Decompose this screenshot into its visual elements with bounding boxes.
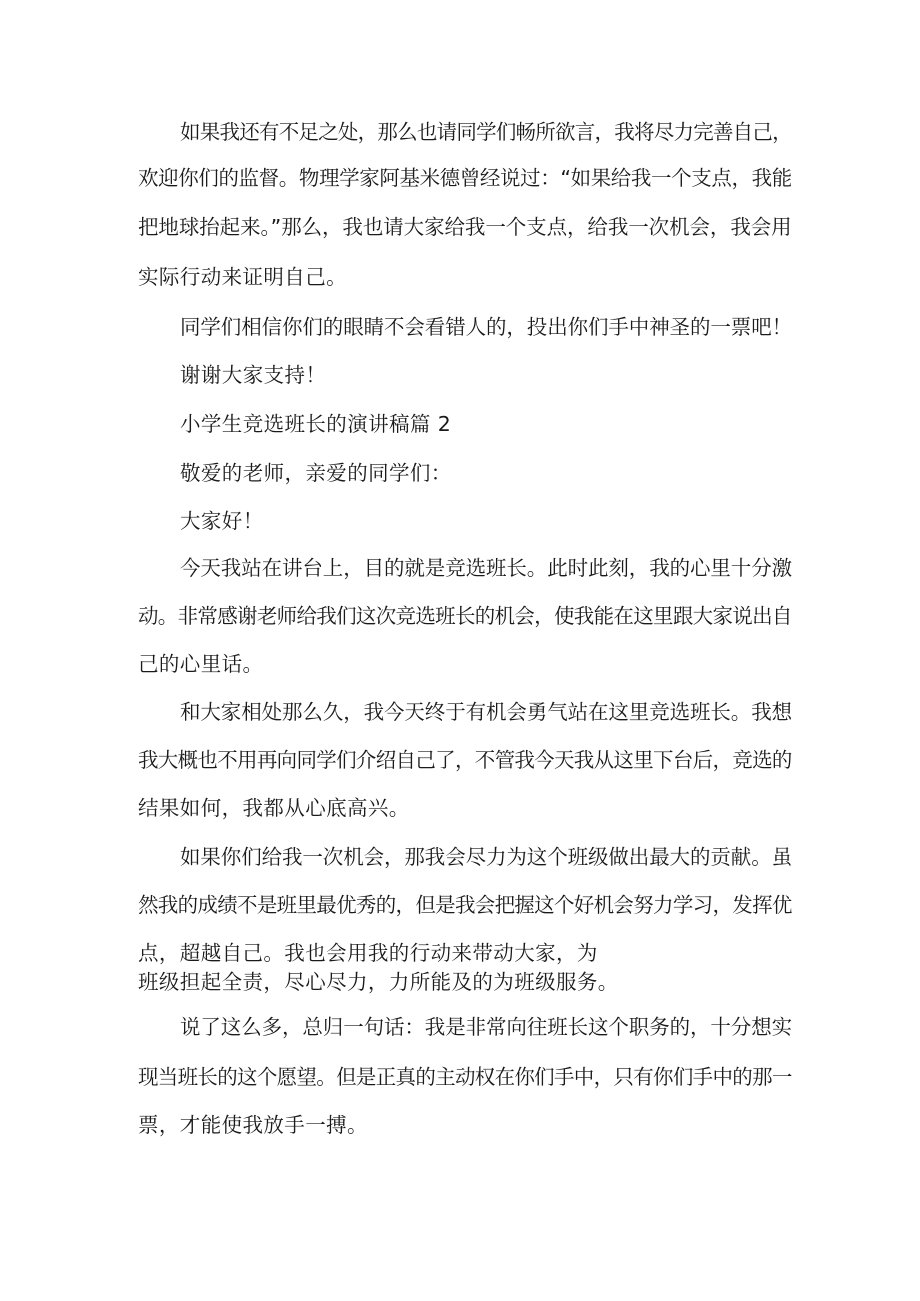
text-line: 如果你们给我一次机会，那我会尽力为这个班级做出最大的贡献。虽 [180, 845, 792, 869]
text-line: 现当班长的这个愿望。但是正真的主动权在你们手中，只有你们手中的那一 [138, 1065, 792, 1089]
text-line: 把地球抬起来。”那么，我也请大家给我一个支点，给我一次机会，我会用 [138, 215, 792, 239]
text-line: 班级担起全责，尽心尽力，力所能及的为班级服务。 [138, 970, 619, 994]
salutation: 敬爱的老师，亲爱的同学们： [180, 461, 452, 485]
text-line: 同学们相信你们的眼睛不会看错人的，投出你们手中神圣的一票吧！ [180, 315, 792, 339]
text-line: 动。非常感谢老师给我们这次竞选班长的机会，使我能在这里跟大家说出自 [138, 604, 792, 628]
text-line: 和大家相处那么久，我今天终于有机会勇气站在这里竞选班长。我想 [180, 700, 792, 724]
text-line: 欢迎你们的监督。物理学家阿基米德曾经说过：“如果给我一个支点，我能 [138, 166, 792, 190]
text-line: 然我的成绩不是班里最优秀的，但是我会把握这个好机会努力学习，发挥优 [138, 893, 792, 917]
text-line: 谢谢大家支持！ [180, 363, 327, 387]
text-line: 点，超越自己。我也会用我的行动来带动大家，为 [138, 941, 598, 965]
text-line: 今天我站在讲台上，目的就是竞选班长。此时此刻，我的心里十分激 [180, 556, 792, 580]
text-line: 实际行动来证明自己。 [138, 265, 347, 289]
text-line: 票，才能使我放手一搏。 [138, 1113, 368, 1137]
section-heading: 小学生竞选班长的演讲稿篇 2 [180, 412, 452, 436]
text-line: 结果如何，我都从心底高兴。 [138, 796, 410, 820]
text-line: 己的心里话。 [138, 652, 264, 676]
greeting: 大家好！ [180, 509, 264, 533]
text-line: 如果我还有不足之处，那么也请同学们畅所欲言，我将尽力完善自己， [180, 120, 792, 144]
text-line: 说了这么多，总归一句话：我是非常向往班长这个职务的，十分想实 [180, 1015, 792, 1039]
text-line: 我大概也不用再向同学们介绍自己了，不管我今天我从这里下台后，竞选的 [138, 748, 792, 772]
